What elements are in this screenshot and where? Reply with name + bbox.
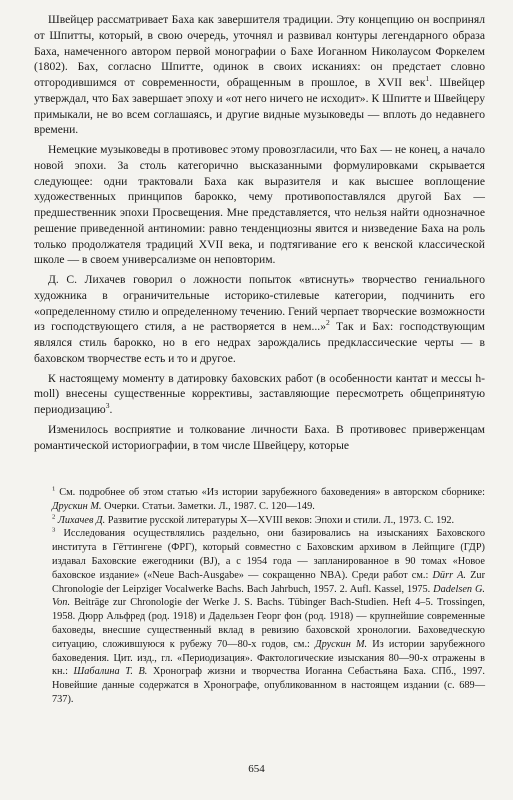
paragraph-1: Швейцер рассматривает Баха как завершителя традиции. Эту концепцию он воспринял от Шпитты, который, в свою очередь, уточнял и развивал контуры легендарного образа Баха, намеченного автором первой монографии о Бахе Иоганном Николаусом Форкелем (1802). Бах, согласно Шпитте, одинок в своих исканиях: он предстает словно отгородившимся от современности, обращенным в прошлое, в XVII век$^1$. Швейцер утверждал, что Бах завершает эпоху и «от него ничего не исходит». К Шпитте и Швейцеру примыкали, не во всем соглашаясь, и другие видные музыковеды — вплоть до недавнего времени. [34, 13, 485, 137]
footnote-ref-1[interactable]: 1 [425, 74, 430, 84]
footnote-ref-3[interactable]: 3 [105, 401, 110, 411]
main-text [34, 12, 485, 453]
footnotes [52, 486, 485, 707]
page-number: 654 [248, 763, 265, 775]
footnote-ref-2[interactable]: 2 [326, 318, 330, 328]
paragraph-3: Д. С. Лихачев говорил о ложности попыток «втиснуть» творчество гениального художника в ограничительные историко-стилевые категории, подчинить его «определенному стилю и определенному течению. Гений черпает творческие возможности из господствующего стиля, а не растворяется в нем...»$^2$ Так и Бах: господствующим являлся стиль барокко, но в его недрах зарождались предклассические черты — в баховском творчестве есть и то и другое. [34, 273, 485, 365]
footnote-1: $^1$ См. подробнее об этом статью «Из истории зарубежного баховедения» в авторском сборнике: Друскин М. Очерки. Статьи. Заметки. Л., 1987. С. 120—149. [52, 485, 485, 512]
paragraph-4: К настоящему моменту в датировку баховских работ (в особенности кантат и мессы h-moll) внесены существенные коррективы, заставляющие пересмотреть общепринятую периодизацию$^3$. [34, 371, 485, 416]
footnote-3: $^3$ Исследования осуществлялись раздельно, они базировались на изысканиях Баховского института в Гёттингене (ФРГ), который совместно с Баховским архивом в Лейпциге (ГДР) издавал Баховские ежегодники (BJ), а с 1954 года — запланированное в 90 томах «Новое баховское издание» («Neue Bach-Ausgabe» — сокращенно NBA). Среди работ см.: Dürr A. Zur Chronologie der Leipziger Vocalwerke Bachs. Bach Jahrbuch, 1957. 2. Aufl. Kassel, 1975. Dadelsen G. Von. Beiträge zur Chronologie der Werke J. S. Bachs. Tübinger Bach-Studien. Heft 4–5. Trossingen, 1958. Дюрр Альфред (род. 1918) и Дадельзен Георг фон (род. 1918) — крупнейшие современные баховеды, внесшие существенный вклад в ревизию баховской хронологии. Баховедческую ситуацию, сложившуюся к рубежу 70—80-х годов, см.: Друскин М. Из истории зарубежного баховедения. Цит. изд., гл. «Периодизация». Фактологические изыскания 80—90-х отражены в кн.: Шабалина Т. В. Хронограф жизни и творчества Иоганна Себастьяна Баха. СПб., 1997. Новейшие данные содержатся в Хронографе, опубликованном в настоящем издании (с. 689—737). [52, 526, 486, 705]
paragraph-2: Немецкие музыковеды в противовес этому провозгласили, что Бах — не конец, а начало новой эпохи. За столь категорично высказанными формулировками скрывается следующее: одни трактовали Баха как выразителя и как высшее воплощение художественных принципов барокко, чему противопоставлялся другой Бах — предшественник эпохи Просвещения. Мне представляется, что нельзя найти однозначное решение приведенной антиномии: равно тенденциозны явится и низведение Баха на роль только продолжателя традиций XVII века, и подтягивание его к венской классической школе — в своем универсализме он неповторим. [34, 143, 485, 267]
paragraph-5: Изменилось восприятие и толкование личности Баха. В противовес приверженцам романтической историографии, в том числе Швейцеру, которые [34, 422, 485, 452]
footnote-2: $^2$ Лихачев Д. Развитие русской литературы X—XVIII веков: Эпохи и стили. Л., 1973. С. 192. [52, 513, 455, 526]
